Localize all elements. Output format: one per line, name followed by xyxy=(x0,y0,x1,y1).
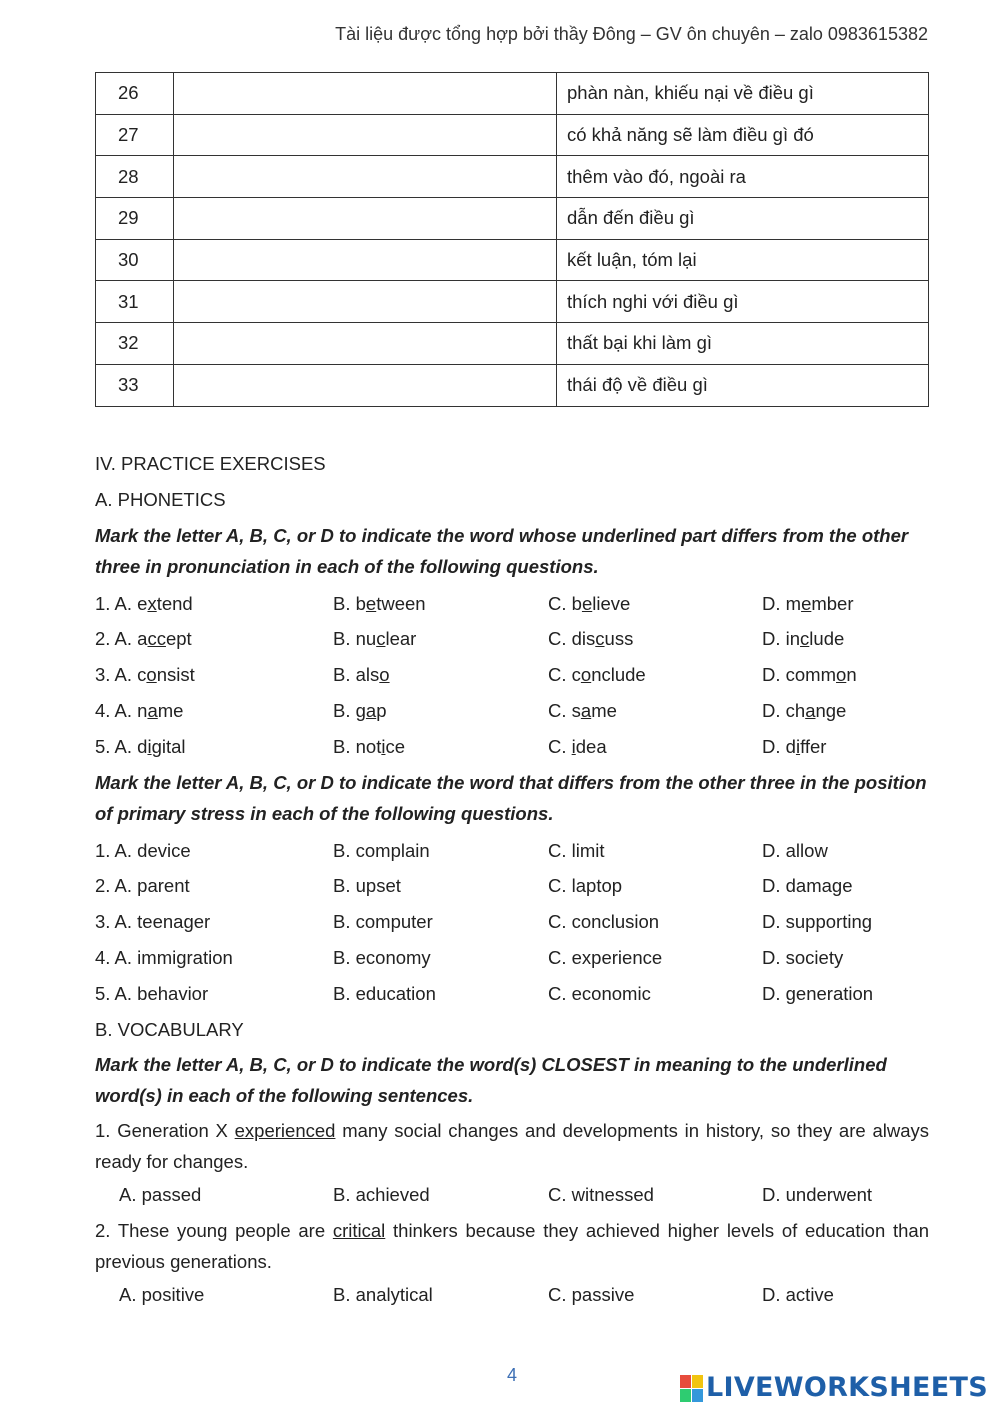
meaning-cell: thích nghi với điều gì xyxy=(557,281,929,323)
option-prefix: B. xyxy=(333,735,356,757)
underlined-part: x xyxy=(147,592,157,614)
answer-option[interactable]: D. society xyxy=(762,946,844,968)
row-number: 29 xyxy=(96,198,174,240)
word-end: ce xyxy=(385,735,406,757)
meaning-cell: thái độ về điều gì xyxy=(557,364,929,406)
word-end: me xyxy=(157,699,184,721)
answer-option[interactable]: D. allow xyxy=(762,839,828,861)
answer-option[interactable]: B. computer xyxy=(333,911,433,933)
meaning-cell: thêm vào đó, ngoài ra xyxy=(557,156,929,198)
option-prefix: D. xyxy=(762,628,786,650)
underlined-part: i xyxy=(571,735,576,757)
option-prefix: B. xyxy=(333,628,356,650)
word-end: mber xyxy=(811,592,854,614)
word-end: lieve xyxy=(592,592,631,614)
liveworksheets-logo xyxy=(680,1372,988,1403)
underlined-part: a xyxy=(580,699,592,721)
answer-option[interactable]: D. supporting xyxy=(762,911,873,933)
phonetics-title: A. PHONETICS xyxy=(95,488,226,510)
answer-option[interactable]: 3. A. teenager xyxy=(95,911,211,933)
word-end: ffer xyxy=(800,735,827,757)
question-row xyxy=(95,657,929,693)
word-start: d xyxy=(137,735,148,757)
answer-option[interactable]: B. complain xyxy=(333,839,430,861)
option-prefix: C. xyxy=(548,592,572,614)
row-number: 30 xyxy=(96,239,174,281)
word-end: gital xyxy=(151,735,186,757)
answer-option[interactable]: 5. A. behavior xyxy=(95,982,209,1004)
answer-option[interactable]: B. education xyxy=(333,982,436,1004)
answer-option[interactable] xyxy=(548,693,762,729)
word-start: c xyxy=(571,664,581,686)
stress-instruction: Mark the letter A, B, C, or D to indicate the word that differs from the other three in the position of primary stress in each of the following questions. xyxy=(95,771,927,824)
answer-option[interactable] xyxy=(333,657,548,693)
question-row xyxy=(95,586,929,622)
pronunciation-instruction: Mark the letter A, B, C, or D to indicate the word whose underlined part differs from the other three in pronunciation in each of the following questions. xyxy=(95,524,909,577)
answer-cell[interactable] xyxy=(174,323,557,365)
word-start: d xyxy=(785,735,796,757)
options-row xyxy=(95,1177,929,1213)
meaning-cell: phàn nàn, khiếu nại về điều gì xyxy=(557,73,929,115)
underlined-part: e xyxy=(365,592,377,614)
option-prefix: 3. A. xyxy=(95,664,138,686)
word-end: dea xyxy=(575,735,607,757)
answer-option[interactable]: B. analytical xyxy=(333,1284,433,1306)
table-row xyxy=(96,198,929,240)
word-end: tween xyxy=(376,592,426,614)
underlined-keyword: experienced xyxy=(234,1120,336,1142)
underlined-part: c xyxy=(800,628,810,650)
answer-option[interactable] xyxy=(548,729,762,765)
answer-option[interactable]: C. limit xyxy=(548,839,605,861)
option-prefix: B. xyxy=(333,592,356,614)
underlined-part: a xyxy=(365,699,377,721)
row-number: 27 xyxy=(96,114,174,156)
table-row xyxy=(96,323,929,365)
answer-option[interactable] xyxy=(333,621,548,657)
answer-option[interactable] xyxy=(762,586,929,622)
answer-cell[interactable] xyxy=(174,156,557,198)
answer-option[interactable]: D. generation xyxy=(762,982,874,1004)
underlined-part: cc xyxy=(147,628,166,650)
answer-cell[interactable] xyxy=(174,198,557,240)
answer-option[interactable] xyxy=(95,657,333,693)
page-number: 4 xyxy=(506,1365,517,1385)
question-sentence xyxy=(95,1115,929,1177)
answer-option[interactable]: A. passed xyxy=(119,1184,202,1206)
option-prefix: 1. A. xyxy=(95,592,138,614)
underlined-part: o xyxy=(379,664,390,686)
sentence-end: thinkers because they achieved higher levels of education than previous generations. xyxy=(95,1220,929,1273)
option-prefix: C. xyxy=(548,735,572,757)
option-prefix: C. xyxy=(548,664,572,686)
table-row xyxy=(96,239,929,281)
row-number: 26 xyxy=(96,73,174,115)
underlined-part: o xyxy=(580,664,592,686)
section-title: IV. PRACTICE EXERCISES xyxy=(95,453,326,474)
word-start: c xyxy=(137,664,147,686)
word-end: lude xyxy=(809,628,845,650)
answer-cell[interactable] xyxy=(174,281,557,323)
answer-option[interactable]: B. achieved xyxy=(333,1184,430,1206)
option-prefix: D. xyxy=(762,699,786,721)
answer-option[interactable] xyxy=(95,729,333,765)
answer-cell[interactable] xyxy=(174,364,557,406)
word-start: not xyxy=(355,735,382,757)
sentence-start: 1. Generation X xyxy=(95,1120,235,1142)
row-number: 33 xyxy=(96,364,174,406)
answer-option[interactable]: C. experience xyxy=(548,946,663,968)
word-end: lear xyxy=(385,628,417,650)
answer-option[interactable]: B. upset xyxy=(333,875,401,897)
answer-option[interactable] xyxy=(762,729,929,765)
option-prefix: D. xyxy=(762,592,786,614)
underlined-part: a xyxy=(147,699,158,721)
underlined-part: o xyxy=(146,664,157,686)
answer-option[interactable]: B. economy xyxy=(333,946,431,968)
question-row xyxy=(95,904,929,940)
word-start: ch xyxy=(785,699,806,721)
option-prefix: 2. A. xyxy=(95,628,138,650)
underlined-part: o xyxy=(836,664,847,686)
page-header: Tài liệu được tổng hợp bởi thầy Đông – GV ôn chuyên – zalo 0983615382 xyxy=(335,24,928,44)
answer-option[interactable] xyxy=(333,586,548,622)
answer-option[interactable]: 2. A. parent xyxy=(95,875,190,897)
word-start: nu xyxy=(355,628,377,650)
brand-name: LIVEWORKSHEETS xyxy=(705,1372,988,1403)
underlined-part: i xyxy=(147,735,152,757)
option-prefix: B. xyxy=(333,664,356,686)
option-prefix: 5. A. xyxy=(95,735,138,757)
question-row xyxy=(95,940,929,976)
answer-option[interactable]: A. positive xyxy=(119,1284,205,1306)
word-end: p xyxy=(376,699,387,721)
stress-questions xyxy=(95,833,929,1012)
vocabulary-title: B. VOCABULARY xyxy=(95,1018,244,1040)
answer-option[interactable]: D. damage xyxy=(762,875,853,897)
answer-option[interactable]: D. underwent xyxy=(762,1184,873,1206)
answer-option[interactable] xyxy=(95,621,333,657)
question-row xyxy=(95,868,929,904)
answer-option[interactable] xyxy=(548,621,762,657)
question-row xyxy=(95,833,929,869)
vocabulary-questions xyxy=(95,1115,929,1313)
answer-cell[interactable] xyxy=(174,239,557,281)
word-end: nclude xyxy=(591,664,646,686)
answer-option[interactable] xyxy=(548,657,762,693)
answer-option[interactable] xyxy=(762,621,929,657)
answer-cell[interactable] xyxy=(174,114,557,156)
answer-cell[interactable] xyxy=(174,73,557,115)
word-start: b xyxy=(571,592,582,614)
answer-option[interactable]: C. witnessed xyxy=(548,1184,654,1206)
vocab-table xyxy=(95,72,929,407)
sentence-start: 2. These young people are xyxy=(95,1220,333,1242)
word-start: s xyxy=(571,699,581,721)
word-end: tend xyxy=(156,592,193,614)
answer-option[interactable] xyxy=(762,657,929,693)
underlined-keyword: critical xyxy=(332,1220,386,1242)
answer-option[interactable]: D. active xyxy=(762,1284,834,1306)
answer-option[interactable]: C. conclusion xyxy=(548,911,660,933)
underlined-part: e xyxy=(801,592,812,614)
row-number: 32 xyxy=(96,323,174,365)
table-row xyxy=(96,114,929,156)
word-start: als xyxy=(355,664,380,686)
word-end: nsist xyxy=(156,664,195,686)
option-prefix: C. xyxy=(548,628,572,650)
table-row xyxy=(96,156,929,198)
word-start: a xyxy=(137,628,148,650)
option-prefix: 4. A. xyxy=(95,699,138,721)
exercise-content xyxy=(95,446,929,1313)
table-row xyxy=(96,281,929,323)
answer-option[interactable] xyxy=(762,693,929,729)
option-prefix: D. xyxy=(762,735,786,757)
table-row xyxy=(96,364,929,406)
pronunciation-questions xyxy=(95,586,929,765)
word-start: g xyxy=(355,699,366,721)
sentence-end: many social changes and developments in history, so they are always ready for changes. xyxy=(95,1120,929,1173)
option-prefix: C. xyxy=(548,699,572,721)
meaning-cell: dẫn đến điều gì xyxy=(557,198,929,240)
word-end: nge xyxy=(815,699,847,721)
answer-option[interactable]: 1. A. device xyxy=(95,839,191,861)
answer-option[interactable] xyxy=(548,586,762,622)
answer-option[interactable] xyxy=(95,693,333,729)
row-number: 31 xyxy=(96,281,174,323)
answer-option[interactable]: C. laptop xyxy=(548,875,623,897)
word-end: ept xyxy=(165,628,192,650)
option-prefix: B. xyxy=(333,699,356,721)
answer-option[interactable]: 4. A. immigration xyxy=(95,946,233,968)
word-start: dis xyxy=(571,628,596,650)
word-end: uss xyxy=(604,628,634,650)
question-row xyxy=(95,976,929,1012)
word-start: b xyxy=(355,592,366,614)
option-prefix: D. xyxy=(762,664,786,686)
word-start: e xyxy=(137,592,148,614)
answer-option[interactable]: C. economic xyxy=(548,982,651,1004)
meaning-cell: có khả năng sẽ làm điều gì đó xyxy=(557,114,929,156)
underlined-part: c xyxy=(595,628,605,650)
answer-option[interactable]: C. passive xyxy=(548,1284,635,1306)
answer-option[interactable] xyxy=(333,693,548,729)
word-start: n xyxy=(137,699,148,721)
question-row xyxy=(95,729,929,765)
answer-option[interactable] xyxy=(95,586,333,622)
question-row xyxy=(95,693,929,729)
question-sentence xyxy=(95,1215,929,1277)
word-start: in xyxy=(785,628,801,650)
word-end: n xyxy=(846,664,857,686)
underlined-part: i xyxy=(795,735,801,757)
meaning-cell: kết luận, tóm lại xyxy=(557,239,929,281)
underlined-part: i xyxy=(381,735,386,757)
word-start: comm xyxy=(785,664,837,686)
underlined-part: a xyxy=(805,699,816,721)
underlined-part: c xyxy=(376,628,386,650)
word-end: me xyxy=(591,699,617,721)
liveworksheets-icon xyxy=(680,1375,702,1401)
vocabulary-instruction: Mark the letter A, B, C, or D to indicate the word(s) CLOSEST in meaning to the underlined word(s) in each of the following sentences. xyxy=(95,1054,887,1107)
table-row xyxy=(96,73,929,115)
row-number: 28 xyxy=(96,156,174,198)
options-row xyxy=(95,1277,929,1313)
answer-option[interactable] xyxy=(333,729,548,765)
question-row xyxy=(95,621,929,657)
word-start: m xyxy=(785,592,802,614)
meaning-cell: thất bại khi làm gì xyxy=(557,323,929,365)
underlined-part: e xyxy=(581,592,593,614)
